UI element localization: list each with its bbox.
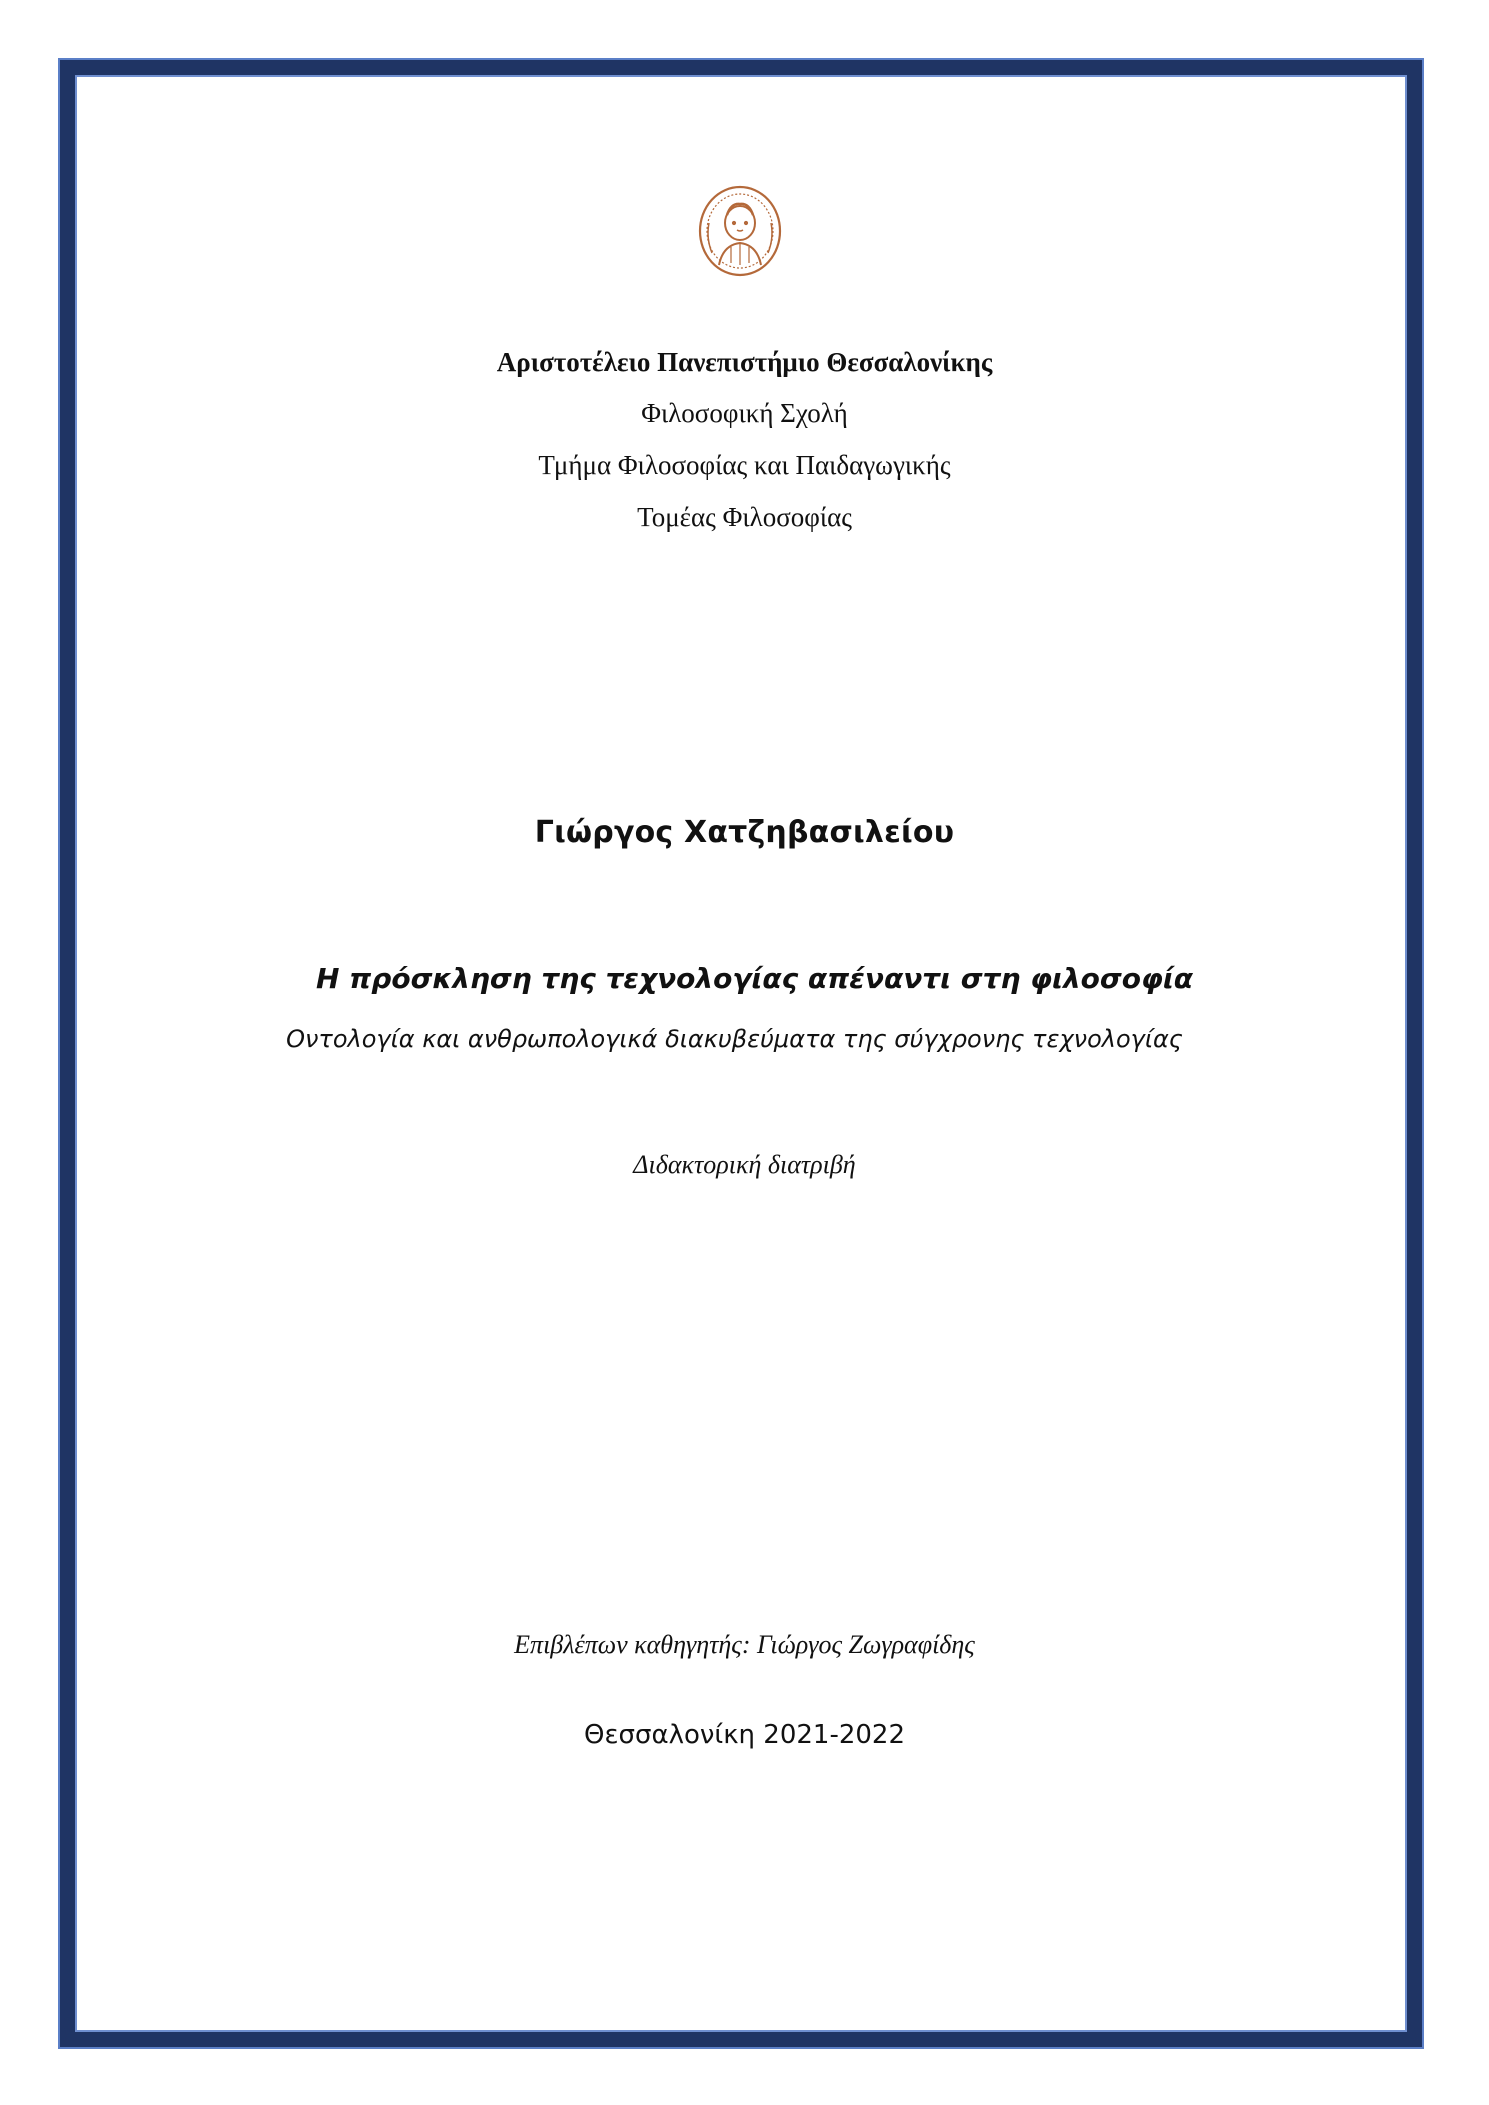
university-name: Αριστοτέλειο Πανεπιστήμιο Θεσσαλονίκης: [496, 347, 993, 377]
document-type: Διδακτορική διατριβή: [633, 1150, 856, 1179]
thesis-subtitle: Οντολογία και ανθρωπολογικά διακυβεύματα της σύγχρονης τεχνολογίας: [286, 1025, 1183, 1053]
sector-name: Τομέας Φιλοσοφίας: [637, 502, 852, 532]
author-name: Γιώργος Χατζηβασιλείου: [534, 815, 955, 850]
university-seal-icon: [697, 183, 783, 279]
faculty-name: Φιλοσοφική Σχολή: [641, 398, 848, 428]
thesis-title: Η πρόσκληση της τεχνολογίας απέναντι στη φιλοσοφία: [315, 962, 1194, 995]
place-and-year: Θεσσαλονίκη 2021-2022: [583, 1720, 905, 1750]
department-name: Τμήμα Φιλοσοφίας και Παιδαγωγικής: [538, 450, 951, 480]
supervisor-line: Επιβλέπων καθηγητής: Γιώργος Ζωγραφίδης: [514, 1630, 975, 1659]
